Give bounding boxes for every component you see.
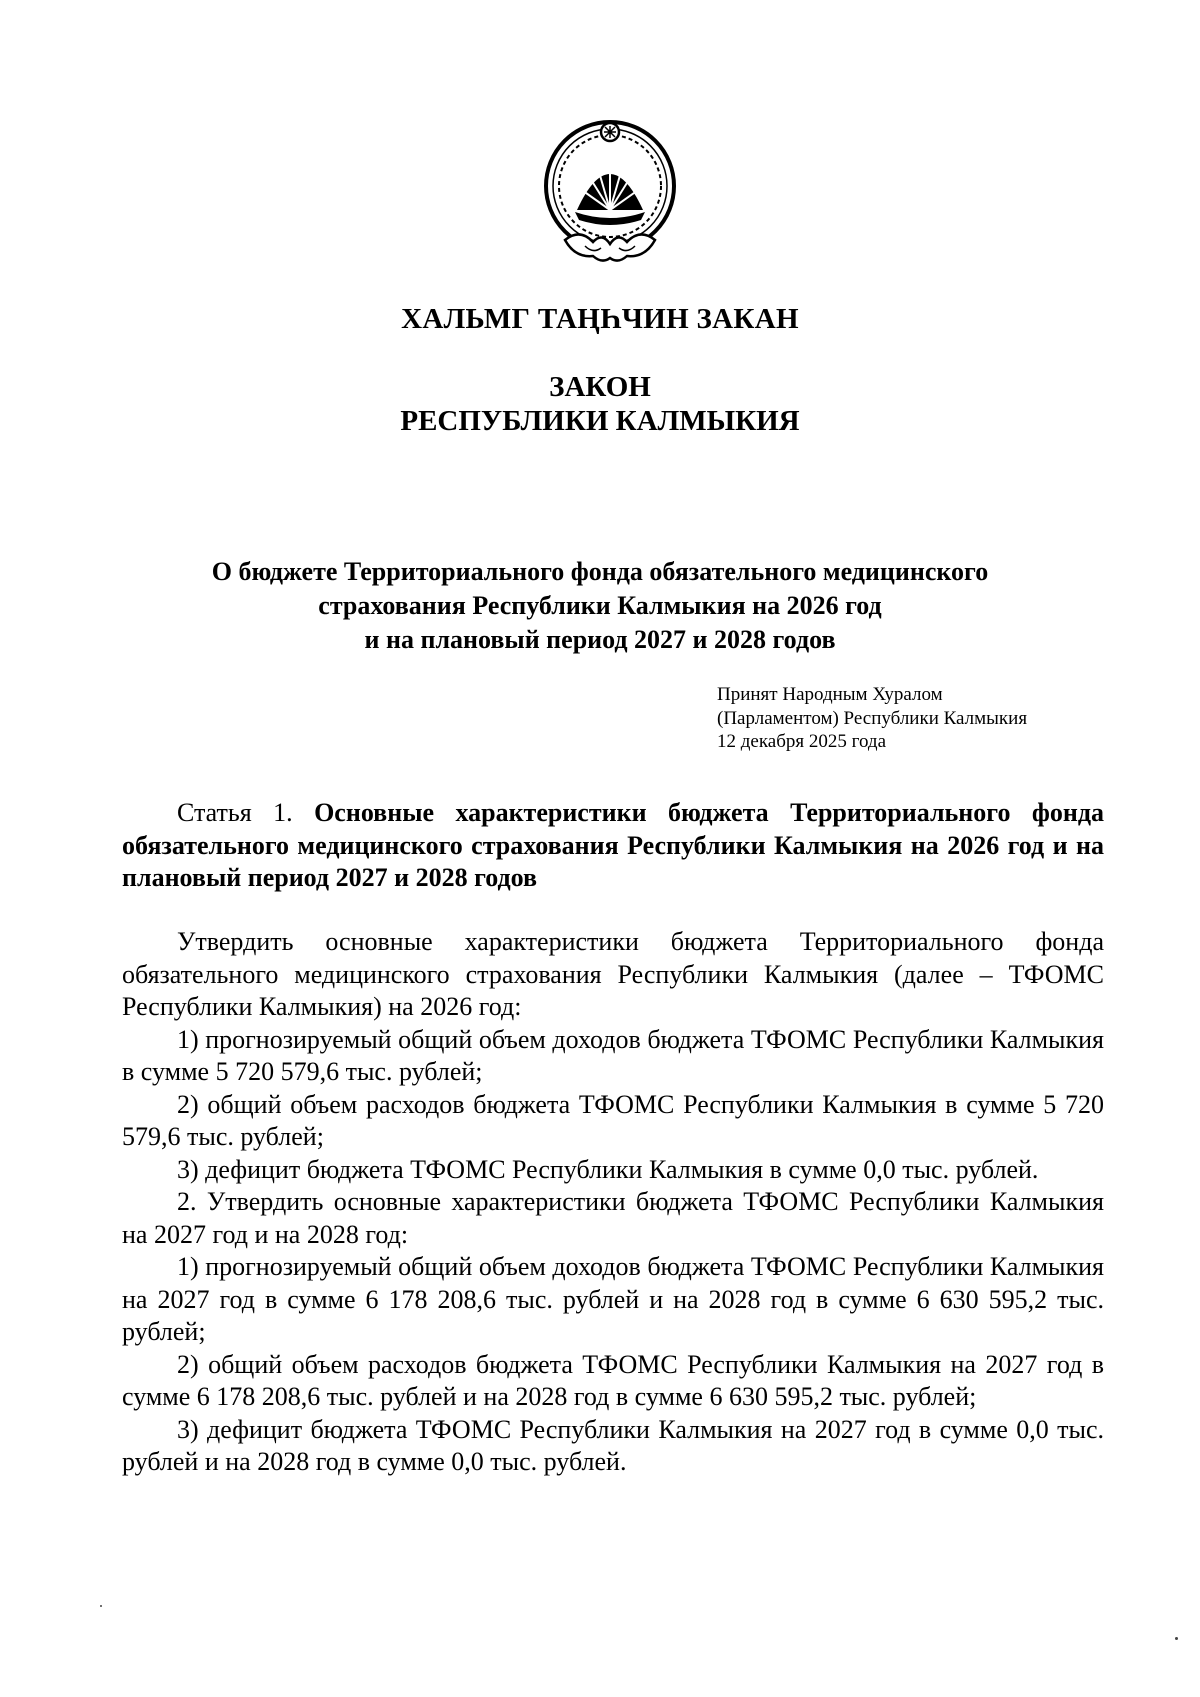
adoption-line1: Принят Народным Хуралом xyxy=(717,684,943,705)
paragraph-2026-expense: 2) общий объем расходов бюджета ТФОМС Республики Калмыкия в сумме 5 720 579,6 тыс. рублей; xyxy=(122,1089,1104,1151)
paragraph-2026-deficit: 3) дефицит бюджета ТФОМС Республики Калмыкия в сумме 0,0 тыс. рублей. xyxy=(177,1154,1039,1184)
law-heading-line1: ЗАКОН xyxy=(549,371,651,403)
adoption-line2: (Парламентом) Республики Калмыкия xyxy=(717,707,1028,729)
law-title xyxy=(0,555,1200,657)
article-label: Статья 1. xyxy=(177,798,293,827)
scan-speck xyxy=(100,1605,102,1607)
title-kalmyk: ХАЛЬМГ ТАҢҺЧИН ЗАКАН xyxy=(401,303,799,335)
paragraph-2027-2028-deficit: 3) дефицит бюджета ТФОМС Республики Калмыкия на 2027 год в сумме 0,0 тыс. рублей и на 2028 год в сумме 0,0 тыс. рублей. xyxy=(122,1414,1104,1476)
article-title: Основные характеристики бюджета Территориального фонда обязательного медицинского страхования Республики Калмыкия на 2026 год и на плановый период 2027 и 2028 годов xyxy=(122,798,1104,892)
law-heading-line2: РЕСПУБЛИКИ КАЛМЫКИЯ xyxy=(400,405,800,437)
paragraph-2027-2028-expense: 2) общий объем расходов бюджета ТФОМС Республики Калмыкия на 2027 год в сумме 6 178 208,6 тыс. рублей и на 2028 год в сумме 6 630 595,2 тыс. рублей; xyxy=(122,1349,1104,1411)
kalmykia-emblem-icon xyxy=(535,108,685,276)
paragraph-intro: Утвердить основные характеристики бюджета Территориального фонда обязательного медицинского страхования Республики Калмыкия (далее – ТФОМС Республики Калмыкия) на 2026 год: xyxy=(122,927,1104,1021)
law-title-line1: О бюджете Территориального фонда обязательного медицинского xyxy=(211,557,989,586)
law-title-line2: страхования Республики Калмыкия на 2026 год xyxy=(318,591,882,620)
scan-speck xyxy=(1175,1637,1178,1640)
paragraph-2027-2028-income: 1) прогнозируемый общий объем доходов бюджета ТФОМС Республики Калмыкия на 2027 год в сумме 6 178 208,6 тыс. рублей и на 2028 год в сумме 6 630 595,2 тыс. рублей; xyxy=(122,1252,1104,1346)
paragraph-2026-income: 1) прогнозируемый общий объем доходов бюджета ТФОМС Республики Калмыкия в сумме 5 720 579,6 тыс. рублей; xyxy=(122,1024,1104,1086)
paragraph-2027-2028-intro: 2. Утвердить основные характеристики бюджета ТФОМС Республики Калмыкия на 2027 год и на 2028 год: xyxy=(122,1187,1104,1249)
law-title-line3: и на плановый период 2027 и 2028 годов xyxy=(364,625,836,654)
adoption-note xyxy=(717,683,1027,754)
law-heading xyxy=(0,370,1200,438)
article-1-heading xyxy=(122,797,1104,895)
article-1-body xyxy=(122,926,1104,1479)
adoption-date: 12 декабря 2025 года xyxy=(717,731,887,752)
